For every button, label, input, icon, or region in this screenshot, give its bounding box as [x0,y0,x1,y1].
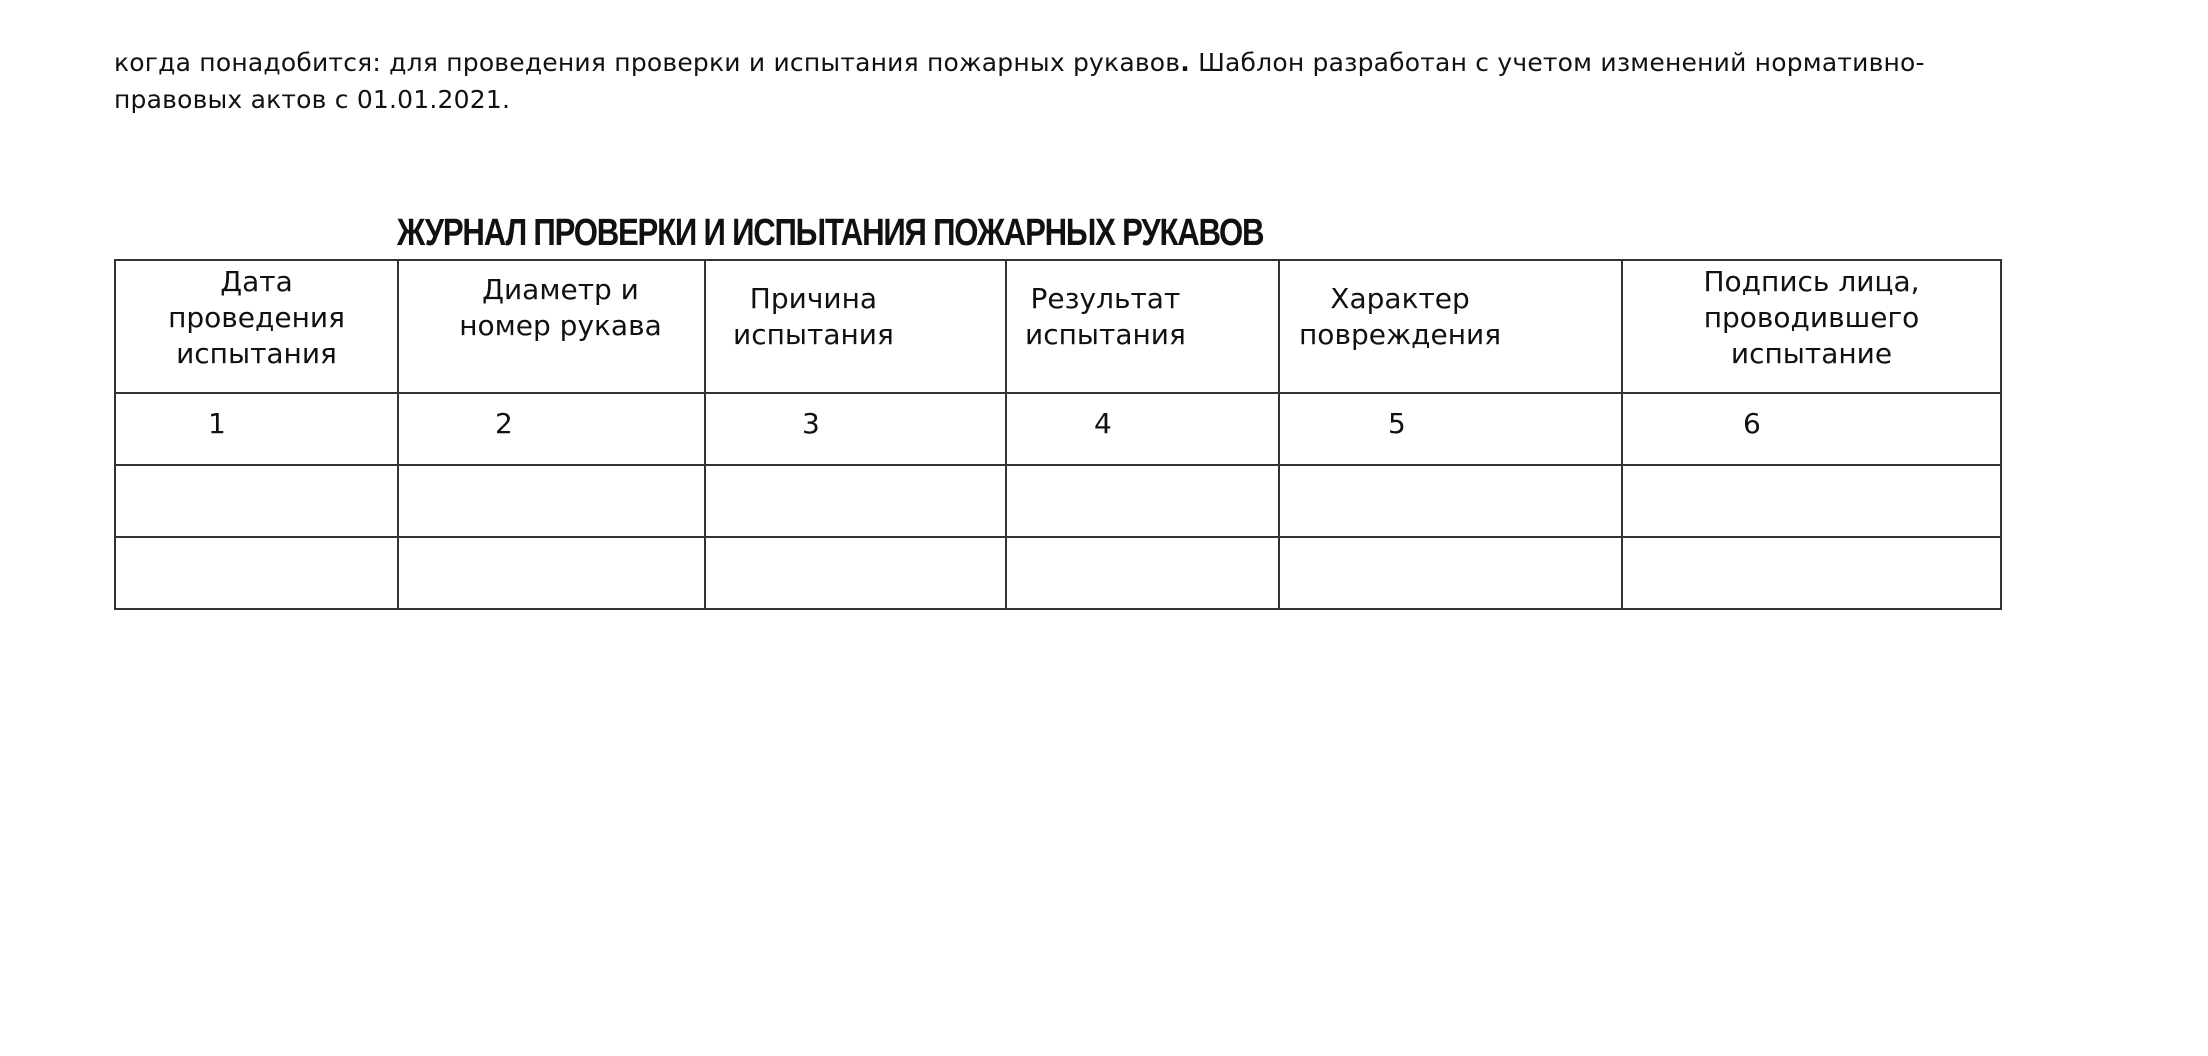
table-row [115,537,2001,609]
journal-table [114,259,2002,610]
table-cell [705,465,1006,537]
table-cell [1006,537,1279,609]
col-number-1: 1 [208,407,226,440]
col-header-damage-label: Характер повреждения [1299,281,1502,351]
col-number-6: 6 [1743,407,1761,440]
table-cell [1006,465,1279,537]
col-header-damage [1279,260,1622,393]
col-number-cell [1622,393,2001,465]
intro-bold-dot: . [1180,48,1190,77]
col-number-2: 2 [495,407,513,440]
table-cell [1622,465,2001,537]
table-cell [115,465,398,537]
intro-paragraph [114,44,2034,118]
table-cell [1279,537,1622,609]
journal-title: ЖУРНАЛ ПРОВЕРКИ И ИСПЫТАНИЯ ПОЖАРНЫХ РУКАВОВ [397,212,1264,254]
col-header-signature [1622,260,2001,393]
col-header-diameter-text: Диаметр и номер рукава [459,272,662,342]
header-row [115,260,2001,393]
col-header-reason-text [706,281,1005,353]
col-header-result-text [1007,281,1278,353]
col-header-date [115,260,398,393]
table-cell [398,537,705,609]
table-cell [1622,537,2001,609]
col-header-damage-text [1280,281,1621,353]
table-cell [705,537,1006,609]
intro-line1-b: Шаблон разработан с учетом изменений нормативно- [1189,48,1925,77]
col-header-date-text: Дата проведения испытания [168,264,345,370]
col-header-diameter [398,260,705,393]
col-number-cell [398,393,705,465]
table-cell [398,465,705,537]
intro-line2: правовых актов с 01.01.2021. [114,85,511,114]
col-header-signature-text: Подпись лица, проводившего испытание [1703,264,1920,370]
col-header-result-label: Результат испытания [1025,281,1186,351]
col-number-3: 3 [802,407,820,440]
col-number-cell [1006,393,1279,465]
col-header-result [1006,260,1279,393]
col-number-cell [115,393,398,465]
table-cell [115,537,398,609]
column-number-row [115,393,2001,465]
col-header-reason-label: Причина испытания [733,281,894,351]
col-header-reason [705,260,1006,393]
col-number-cell [1279,393,1622,465]
table-cell [1279,465,1622,537]
intro-line1-a: когда понадобится: для проведения проверки и испытания пожарных рукавов [114,48,1181,77]
col-number-cell [705,393,1006,465]
col-number-5: 5 [1388,407,1406,440]
col-number-4: 4 [1094,407,1112,440]
table-row [115,465,2001,537]
